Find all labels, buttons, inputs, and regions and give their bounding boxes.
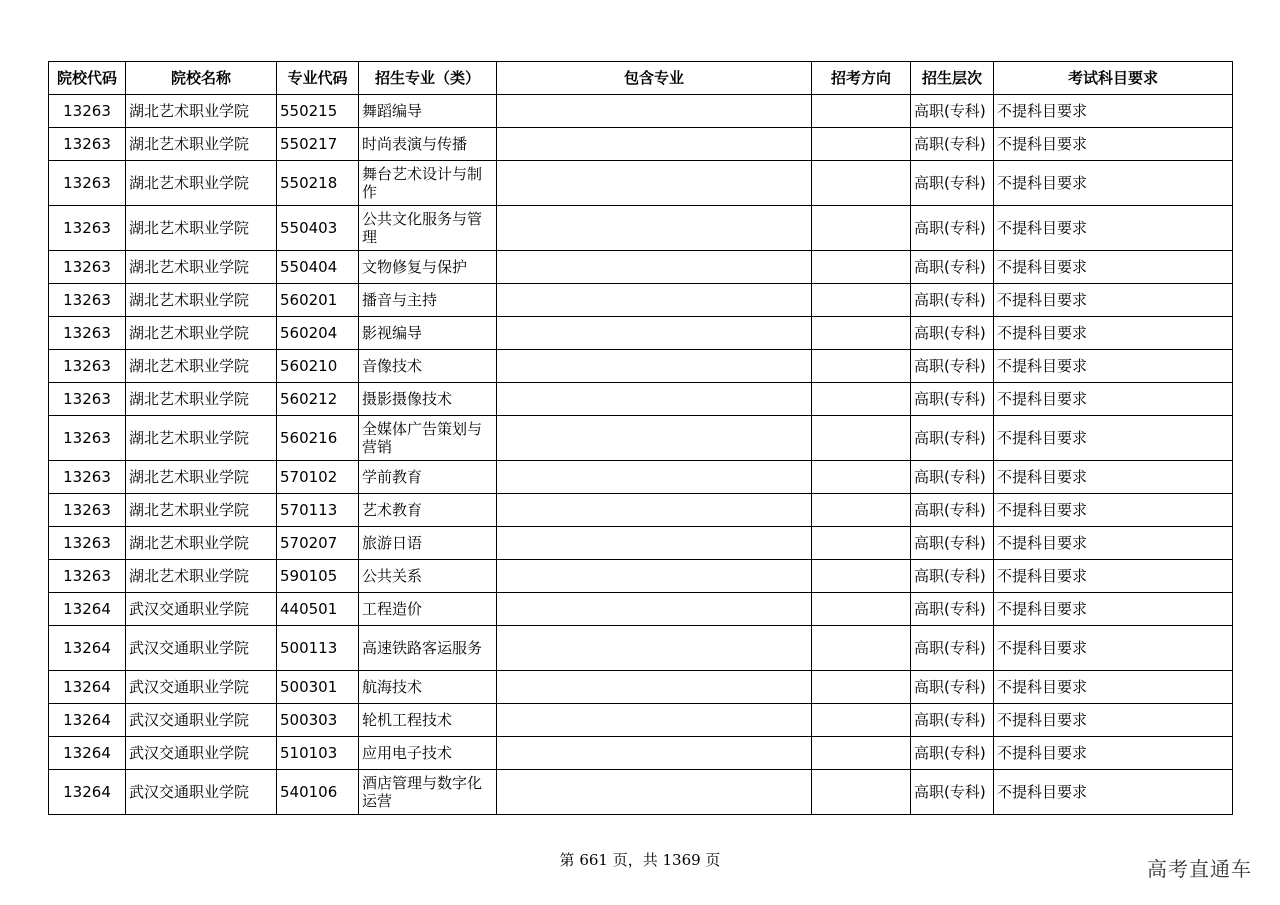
school-name-cell: 武汉交通职业学院 <box>126 593 277 626</box>
major-cell: 学前教育 <box>359 461 497 494</box>
table-row <box>49 527 1233 560</box>
table-row <box>49 416 1233 461</box>
level-cell: 高职(专科) <box>911 737 994 770</box>
school-code-cell: 13263 <box>49 350 126 383</box>
header-level: 招生层次 <box>911 62 994 95</box>
included-majors-cell <box>497 593 812 626</box>
direction-cell <box>812 737 911 770</box>
exam-requirement-cell: 不提科目要求 <box>994 737 1233 770</box>
direction-cell <box>812 95 911 128</box>
major-cell: 轮机工程技术 <box>359 704 497 737</box>
major-code-cell: 570113 <box>277 494 359 527</box>
direction-cell <box>812 128 911 161</box>
level-cell: 高职(专科) <box>911 251 994 284</box>
major-cell: 音像技术 <box>359 350 497 383</box>
exam-requirement-cell: 不提科目要求 <box>994 770 1233 815</box>
level-cell: 高职(专科) <box>911 626 994 671</box>
major-code-cell: 550403 <box>277 206 359 251</box>
major-code-cell: 560201 <box>277 284 359 317</box>
header-school-name: 院校名称 <box>126 62 277 95</box>
major-code-cell: 440501 <box>277 593 359 626</box>
included-majors-cell <box>497 251 812 284</box>
major-code-cell: 550218 <box>277 161 359 206</box>
school-name-cell: 武汉交通职业学院 <box>126 770 277 815</box>
table-row <box>49 560 1233 593</box>
school-name-cell: 湖北艺术职业学院 <box>126 317 277 350</box>
school-code-cell: 13264 <box>49 671 126 704</box>
table-row <box>49 626 1233 671</box>
header-included-majors: 包含专业 <box>497 62 812 95</box>
level-cell: 高职(专科) <box>911 95 994 128</box>
major-cell: 航海技术 <box>359 671 497 704</box>
level-cell: 高职(专科) <box>911 350 994 383</box>
table-row <box>49 350 1233 383</box>
table-row <box>49 206 1233 251</box>
major-code-cell: 570207 <box>277 527 359 560</box>
school-name-cell: 湖北艺术职业学院 <box>126 128 277 161</box>
level-cell: 高职(专科) <box>911 494 994 527</box>
exam-requirement-cell: 不提科目要求 <box>994 128 1233 161</box>
school-code-cell: 13263 <box>49 284 126 317</box>
direction-cell <box>812 593 911 626</box>
exam-requirement-cell: 不提科目要求 <box>994 416 1233 461</box>
school-code-cell: 13263 <box>49 461 126 494</box>
school-name-cell: 湖北艺术职业学院 <box>126 383 277 416</box>
watermark: 高考直通车 <box>1147 857 1252 881</box>
school-code-cell: 13263 <box>49 527 126 560</box>
school-name-cell: 武汉交通职业学院 <box>126 704 277 737</box>
level-cell: 高职(专科) <box>911 671 994 704</box>
included-majors-cell <box>497 128 812 161</box>
exam-requirement-cell: 不提科目要求 <box>994 95 1233 128</box>
included-majors-cell <box>497 383 812 416</box>
level-cell: 高职(专科) <box>911 206 994 251</box>
table-row <box>49 494 1233 527</box>
school-name-cell: 湖北艺术职业学院 <box>126 560 277 593</box>
direction-cell <box>812 704 911 737</box>
major-cell: 影视编导 <box>359 317 497 350</box>
included-majors-cell <box>497 284 812 317</box>
header-direction: 招考方向 <box>812 62 911 95</box>
level-cell: 高职(专科) <box>911 527 994 560</box>
school-code-cell: 13264 <box>49 737 126 770</box>
exam-requirement-cell: 不提科目要求 <box>994 461 1233 494</box>
included-majors-cell <box>497 416 812 461</box>
school-code-cell: 13263 <box>49 383 126 416</box>
school-code-cell: 13263 <box>49 317 126 350</box>
school-name-cell: 湖北艺术职业学院 <box>126 206 277 251</box>
school-code-cell: 13264 <box>49 770 126 815</box>
major-cell: 高速铁路客运服务 <box>359 626 497 671</box>
school-code-cell: 13264 <box>49 626 126 671</box>
school-name-cell: 武汉交通职业学院 <box>126 671 277 704</box>
school-code-cell: 13264 <box>49 704 126 737</box>
school-code-cell: 13263 <box>49 206 126 251</box>
direction-cell <box>812 626 911 671</box>
major-code-cell: 550217 <box>277 128 359 161</box>
included-majors-cell <box>497 206 812 251</box>
table-row <box>49 671 1233 704</box>
exam-requirement-cell: 不提科目要求 <box>994 527 1233 560</box>
page-number: 第 661 页，共 1369 页 <box>559 851 721 869</box>
direction-cell <box>812 494 911 527</box>
school-code-cell: 13263 <box>49 95 126 128</box>
school-name-cell: 湖北艺术职业学院 <box>126 161 277 206</box>
header-major-code: 专业代码 <box>277 62 359 95</box>
included-majors-cell <box>497 494 812 527</box>
header-exam-requirement: 考试科目要求 <box>994 62 1233 95</box>
school-name-cell: 武汉交通职业学院 <box>126 737 277 770</box>
exam-requirement-cell: 不提科目要求 <box>994 704 1233 737</box>
level-cell: 高职(专科) <box>911 383 994 416</box>
school-code-cell: 13263 <box>49 416 126 461</box>
school-code-cell: 13263 <box>49 161 126 206</box>
major-cell: 全媒体广告策划与营销 <box>359 416 497 461</box>
level-cell: 高职(专科) <box>911 461 994 494</box>
exam-requirement-cell: 不提科目要求 <box>994 383 1233 416</box>
included-majors-cell <box>497 350 812 383</box>
major-code-cell: 510103 <box>277 737 359 770</box>
included-majors-cell <box>497 527 812 560</box>
direction-cell <box>812 461 911 494</box>
table-row <box>49 383 1233 416</box>
major-cell: 旅游日语 <box>359 527 497 560</box>
direction-cell <box>812 671 911 704</box>
major-code-cell: 570102 <box>277 461 359 494</box>
major-cell: 播音与主持 <box>359 284 497 317</box>
school-name-cell: 湖北艺术职业学院 <box>126 284 277 317</box>
school-name-cell: 湖北艺术职业学院 <box>126 494 277 527</box>
major-code-cell: 540106 <box>277 770 359 815</box>
direction-cell <box>812 416 911 461</box>
exam-requirement-cell: 不提科目要求 <box>994 206 1233 251</box>
school-name-cell: 湖北艺术职业学院 <box>126 251 277 284</box>
school-name-cell: 湖北艺术职业学院 <box>126 527 277 560</box>
table-row <box>49 737 1233 770</box>
major-code-cell: 500113 <box>277 626 359 671</box>
school-code-cell: 13263 <box>49 560 126 593</box>
level-cell: 高职(专科) <box>911 128 994 161</box>
major-cell: 工程造价 <box>359 593 497 626</box>
exam-requirement-cell: 不提科目要求 <box>994 626 1233 671</box>
major-code-cell: 560212 <box>277 383 359 416</box>
table-row <box>49 704 1233 737</box>
major-code-cell: 560204 <box>277 317 359 350</box>
level-cell: 高职(专科) <box>911 317 994 350</box>
exam-requirement-cell: 不提科目要求 <box>994 161 1233 206</box>
major-cell: 公共关系 <box>359 560 497 593</box>
level-cell: 高职(专科) <box>911 770 994 815</box>
table-header-row <box>49 62 1233 95</box>
major-code-cell: 500301 <box>277 671 359 704</box>
direction-cell <box>812 161 911 206</box>
major-cell: 摄影摄像技术 <box>359 383 497 416</box>
level-cell: 高职(专科) <box>911 560 994 593</box>
direction-cell <box>812 770 911 815</box>
level-cell: 高职(专科) <box>911 704 994 737</box>
major-cell: 舞台艺术设计与制作 <box>359 161 497 206</box>
table-row <box>49 770 1233 815</box>
exam-requirement-cell: 不提科目要求 <box>994 671 1233 704</box>
exam-requirement-cell: 不提科目要求 <box>994 494 1233 527</box>
major-code-cell: 560216 <box>277 416 359 461</box>
school-name-cell: 湖北艺术职业学院 <box>126 461 277 494</box>
exam-requirement-cell: 不提科目要求 <box>994 350 1233 383</box>
major-cell: 应用电子技术 <box>359 737 497 770</box>
included-majors-cell <box>497 737 812 770</box>
major-code-cell: 590105 <box>277 560 359 593</box>
table-row <box>49 461 1233 494</box>
direction-cell <box>812 560 911 593</box>
major-cell: 酒店管理与数字化运营 <box>359 770 497 815</box>
admissions-table <box>48 61 1233 815</box>
school-name-cell: 武汉交通职业学院 <box>126 626 277 671</box>
school-name-cell: 湖北艺术职业学院 <box>126 416 277 461</box>
major-code-cell: 500303 <box>277 704 359 737</box>
exam-requirement-cell: 不提科目要求 <box>994 317 1233 350</box>
header-major: 招生专业（类） <box>359 62 497 95</box>
included-majors-cell <box>497 317 812 350</box>
direction-cell <box>812 251 911 284</box>
major-cell: 舞蹈编导 <box>359 95 497 128</box>
included-majors-cell <box>497 770 812 815</box>
level-cell: 高职(专科) <box>911 161 994 206</box>
exam-requirement-cell: 不提科目要求 <box>994 284 1233 317</box>
major-code-cell: 550404 <box>277 251 359 284</box>
table-row <box>49 128 1233 161</box>
included-majors-cell <box>497 671 812 704</box>
school-code-cell: 13263 <box>49 128 126 161</box>
major-cell: 时尚表演与传播 <box>359 128 497 161</box>
included-majors-cell <box>497 704 812 737</box>
major-cell: 公共文化服务与管理 <box>359 206 497 251</box>
direction-cell <box>812 350 911 383</box>
direction-cell <box>812 284 911 317</box>
exam-requirement-cell: 不提科目要求 <box>994 593 1233 626</box>
school-code-cell: 13263 <box>49 251 126 284</box>
included-majors-cell <box>497 626 812 671</box>
level-cell: 高职(专科) <box>911 593 994 626</box>
school-name-cell: 湖北艺术职业学院 <box>126 95 277 128</box>
included-majors-cell <box>497 461 812 494</box>
included-majors-cell <box>497 161 812 206</box>
school-code-cell: 13263 <box>49 494 126 527</box>
table-row <box>49 161 1233 206</box>
major-cell: 文物修复与保护 <box>359 251 497 284</box>
exam-requirement-cell: 不提科目要求 <box>994 251 1233 284</box>
major-cell: 艺术教育 <box>359 494 497 527</box>
major-code-cell: 550215 <box>277 95 359 128</box>
direction-cell <box>812 383 911 416</box>
table-row <box>49 593 1233 626</box>
table-row <box>49 251 1233 284</box>
school-code-cell: 13264 <box>49 593 126 626</box>
table-row <box>49 284 1233 317</box>
direction-cell <box>812 317 911 350</box>
level-cell: 高职(专科) <box>911 284 994 317</box>
major-code-cell: 560210 <box>277 350 359 383</box>
direction-cell <box>812 527 911 560</box>
header-school-code: 院校代码 <box>49 62 126 95</box>
level-cell: 高职(专科) <box>911 416 994 461</box>
table-row <box>49 95 1233 128</box>
school-name-cell: 湖北艺术职业学院 <box>126 350 277 383</box>
included-majors-cell <box>497 95 812 128</box>
exam-requirement-cell: 不提科目要求 <box>994 560 1233 593</box>
table-row <box>49 317 1233 350</box>
included-majors-cell <box>497 560 812 593</box>
direction-cell <box>812 206 911 251</box>
